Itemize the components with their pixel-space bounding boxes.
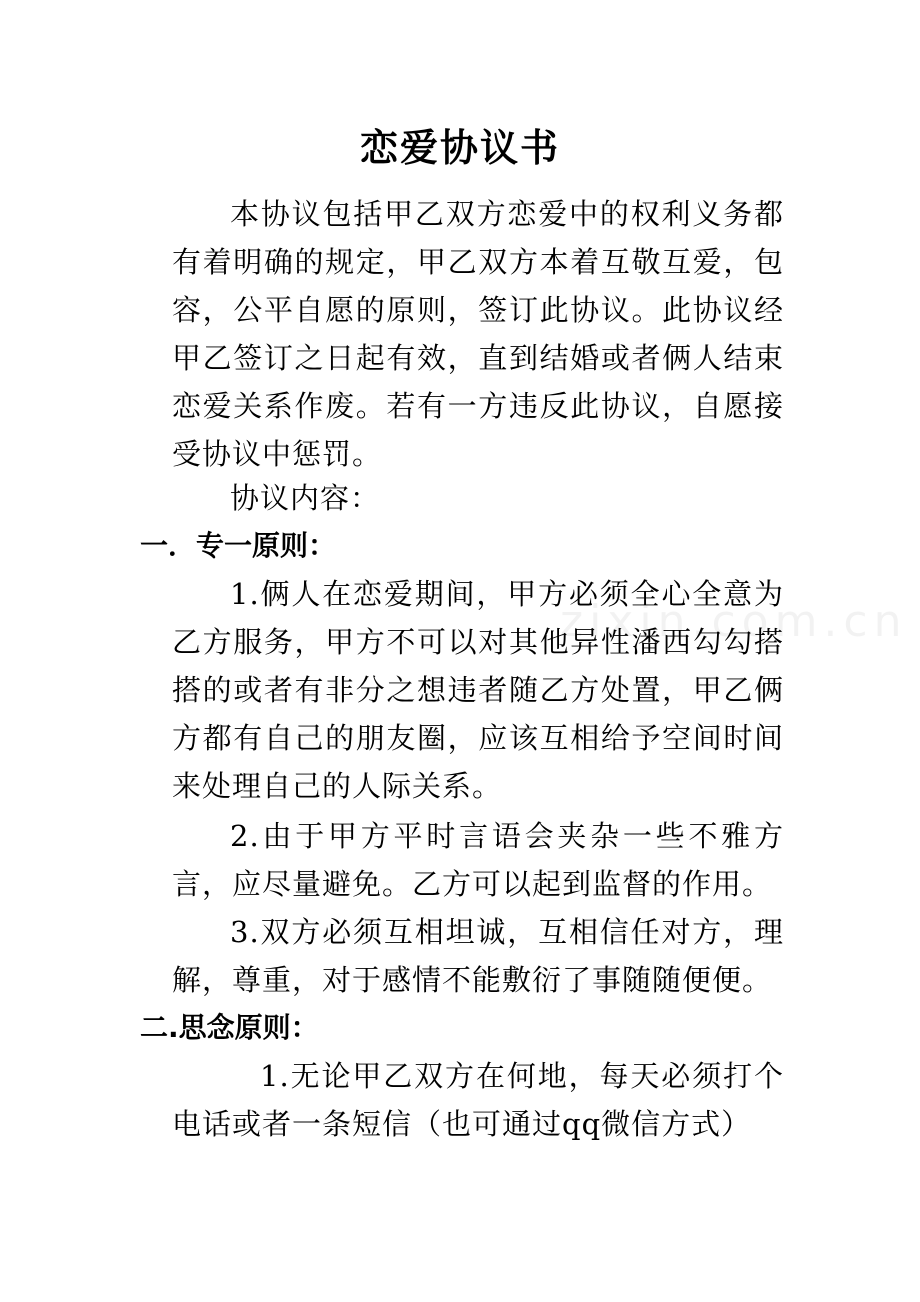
document-title: 恋爱协议书 — [359, 126, 560, 170]
section-heading-2: 二.思念原则： — [140, 1011, 319, 1044]
watermark: zixin.com.cn — [560, 596, 908, 647]
section-2-item-1: 1.无论甲乙双方在何地，每天必须打个电话或者一条短信（也可通过qq微信方式） — [172, 1059, 784, 1141]
content-label: 协议内容： — [230, 481, 381, 515]
intro-paragraph: 本协议包括甲乙双方恋爱中的权利义务都有着明确的规定，甲乙双方本着互敬互爱，包容，公平自愿的原则，签订此协议。此协议经甲乙签订之日起有效，直到结婚或者俩人结束恋爱关系作废。若有一方违反此协议，自愿接受协议中惩罚。 — [172, 197, 784, 471]
section-1-item-2: 2.由于甲方平时言语会夹杂一些不雅方言，应尽量避免。乙方可以起到监督的作用。 — [172, 819, 784, 901]
section-heading-1: 一．专一原则： — [140, 529, 337, 562]
section-1-item-3: 3.双方必须互相坦诚，互相信任对方，理解，尊重，对于感情不能敷衍了事随随便便。 — [172, 915, 784, 997]
section-1-item-1: 1.俩人在恋爱期间，甲方必须全心全意为乙方服务，甲方不可以对其他异性潘西勾勾搭搭的或者有非分之想违者随乙方处置，甲乙俩方都有自己的朋友圈，应该互相给予空间时间来处理自己的人际关系。 — [172, 577, 784, 803]
